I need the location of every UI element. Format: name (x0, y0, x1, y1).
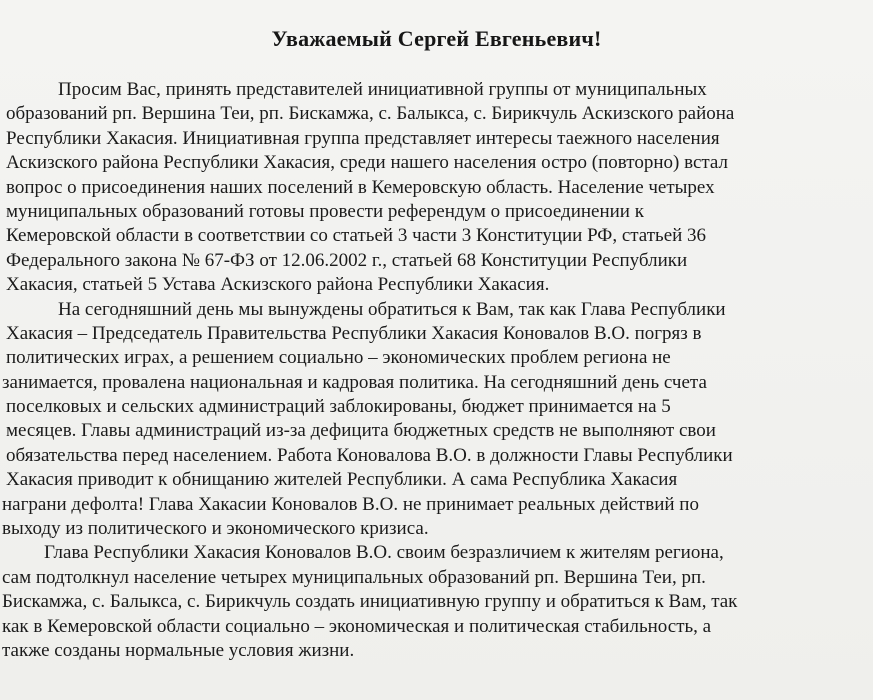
letter-body (2, 78, 868, 663)
body-line: также созданы нормальные условия жизни. (2, 639, 355, 661)
body-line: месяцев. Главы администраций из-за дефицита бюджетных средств не выполняют свои (6, 420, 716, 442)
body-line: Федерального закона № 67-ФЗ от 12.06.2002 г., статьей 68 Конституции Республики (6, 249, 688, 271)
body-line: занимается, провалена национальная и кадровая политика. На сегодняшний день счета (2, 371, 707, 393)
body-line: награни дефолта! Глава Хакасии Коновалов В.О. не принимает реальных действий по (2, 493, 699, 515)
body-line: Бискамжа, с. Балыкса, с. Бирикчуль создать инициативную группу и обратиться к Вам, так (2, 591, 738, 613)
body-line: политических играх, а решением социально – экономических проблем региона не (6, 347, 671, 369)
body-line: выходу из политического и экономического кризиса. (2, 518, 429, 540)
body-line: муниципальных образований готовы провести референдум о присоединении к (6, 200, 644, 222)
body-line: На сегодняшний день мы вынуждены обратиться к Вам, так как Глава Республики (58, 298, 726, 320)
body-line: Кемеровской области в соответствии со статьей 3 части 3 Конституции РФ, статьей 36 (6, 225, 707, 247)
body-line: Республики Хакасия. Инициативная группа представляет интересы таежного населения (6, 127, 720, 149)
body-line: образований рп. Вершина Теи, рп. Бискамжа, с. Балыкса, с. Бирикчуль Аскизского района (6, 103, 735, 125)
body-line: обязательства перед населением. Работа Коновалова В.О. в должности Главы Республики (6, 444, 733, 466)
body-line: Аскизского района Республики Хакасия, среди нашего населения остро (повторно) встал (6, 152, 729, 174)
body-line: Хакасия приводит к обнищанию жителей Республики. А сама Республика Хакасия (6, 469, 678, 491)
body-line: Хакасия, статьей 5 Устава Аскизского района Республики Хакасия. (6, 274, 550, 296)
body-line: вопрос о присоединения наших поселений в Кемеровскую область. Население четырех (6, 176, 715, 198)
body-line: сам подтолкнул население четырех муниципальных образований рп. Вершина Теи, рп. (2, 566, 706, 588)
body-line: как в Кемеровской области социально – экономическая и политическая стабильность, а (2, 615, 712, 637)
letter-greeting: Уважаемый Сергей Евгеньевич! (271, 26, 602, 51)
body-line: Глава Республики Хакасия Коновалов В.О. своим безразличием к жителям региона, (44, 542, 724, 564)
body-line: Хакасия – Председатель Правительства Республики Хакасия Коновалов В.О. погряз в (6, 322, 702, 344)
body-line: Просим Вас, принять представителей инициативной группы от муниципальных (58, 79, 707, 100)
body-line: поселковых и сельских администраций заблокированы, бюджет принимается на 5 (6, 396, 671, 418)
